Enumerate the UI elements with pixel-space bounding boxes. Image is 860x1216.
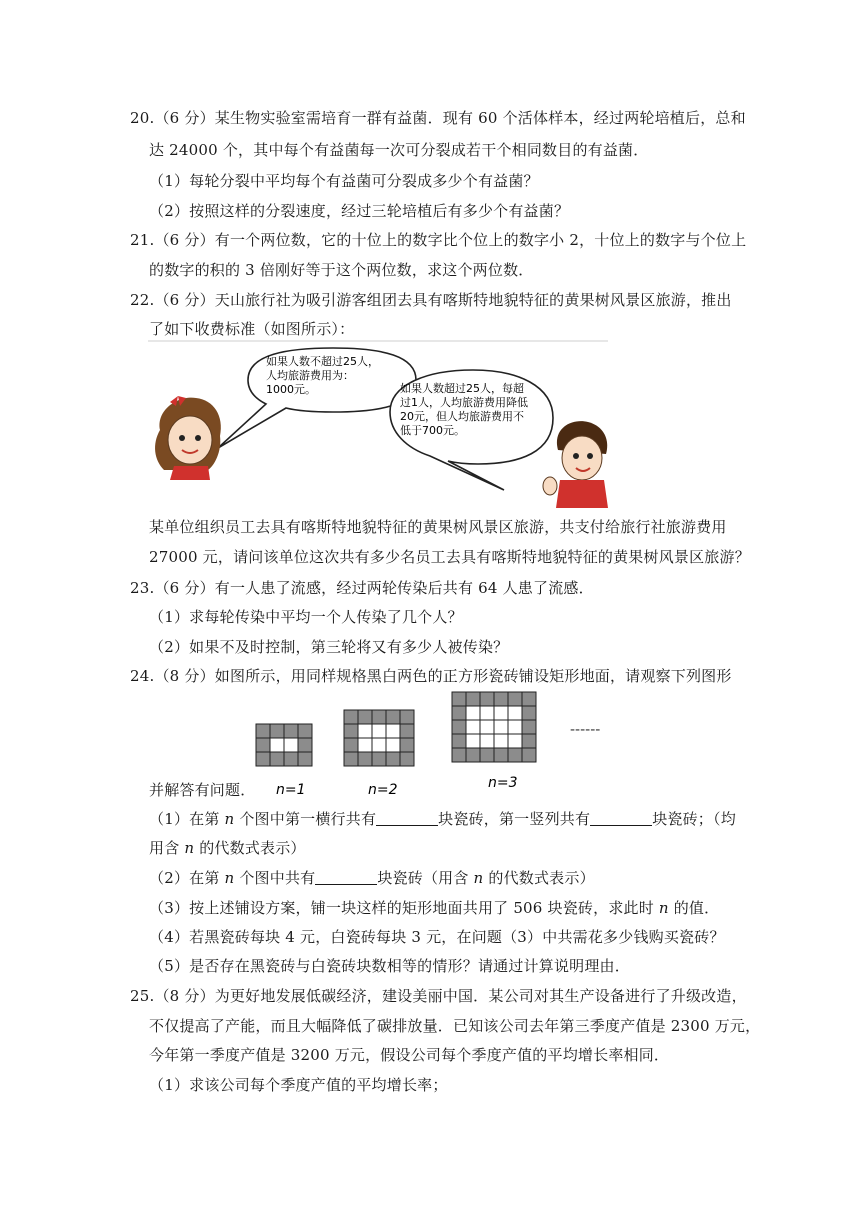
q20-line-2: 达 24000 个，其中每个有益菌每一次可分裂成若干个相同数目的有益菌． <box>149 141 649 159</box>
q24-sub-2-text-d: 的代数式表示） <box>483 869 595 887</box>
q24-sub-1-cont <box>149 838 306 858</box>
tour-fee-illustration <box>148 340 608 510</box>
tile-pattern-diagram <box>250 690 630 800</box>
answer-blank[interactable] <box>315 870 377 885</box>
black-tile <box>494 692 508 706</box>
black-tile <box>372 752 386 766</box>
var-n: n <box>224 869 235 887</box>
black-tile <box>452 692 466 706</box>
q21-line-1: 21.（6 分）有一个两位数，它的十位上的数字比个位上的数字小 2，十位上的数字与个位上 <box>130 231 747 249</box>
q23-sub-2: （2）如果不及时控制，第三轮将又有多少人被传染？ <box>149 638 509 656</box>
white-tile <box>372 738 386 752</box>
black-tile <box>452 734 466 748</box>
black-tile <box>522 706 536 720</box>
figure-continuation-dots: ------ <box>570 722 601 738</box>
var-n: n <box>658 899 669 917</box>
bubble2-line-3: 20元，但人均旅游费用不 <box>400 410 524 423</box>
q23-sub-1: （1）求每轮传染中平均一个人传染了几个人？ <box>149 608 463 626</box>
black-tile <box>284 724 298 738</box>
bubble2-line-4: 低于700元。 <box>400 424 465 437</box>
black-tile <box>508 692 522 706</box>
q24-sub-1-text-d: 块瓷砖；（均 <box>652 810 736 828</box>
black-tile <box>494 748 508 762</box>
q22-line-3: 某单位组织员工去具有喀斯特地貌特征的黄果树风景区旅游，共支付给旅行社旅游费用 <box>149 518 727 536</box>
black-tile <box>466 748 480 762</box>
var-n: n <box>184 839 195 857</box>
white-tile <box>372 724 386 738</box>
black-tile <box>522 692 536 706</box>
black-tile <box>480 692 494 706</box>
q24-sub-2 <box>149 868 595 888</box>
black-tile <box>256 738 270 752</box>
black-tile <box>386 752 400 766</box>
black-tile <box>452 706 466 720</box>
white-tile <box>480 706 494 720</box>
white-tile <box>466 706 480 720</box>
white-tile <box>480 720 494 734</box>
black-tile <box>400 724 414 738</box>
white-tile <box>358 724 372 738</box>
q23-line-1: 23.（6 分）有一人患了流感，经过两轮传染后共有 64 人患了流感． <box>130 579 594 597</box>
white-tile <box>270 738 284 752</box>
var-n: n <box>473 869 484 887</box>
black-tile <box>508 748 522 762</box>
answer-blank[interactable] <box>376 811 438 826</box>
figure-label-n2: n=2 <box>368 782 398 798</box>
q24-sub-1 <box>149 809 736 829</box>
white-tile <box>386 738 400 752</box>
q22-line-1: 22.（6 分）天山旅行社为吸引游客组团去具有喀斯特地貌特征的黄果树风景区旅游，推出 <box>130 291 732 309</box>
black-tile <box>270 724 284 738</box>
q22-line-2: 了如下收费标准（如图所示）： <box>149 320 355 338</box>
black-tile <box>298 752 312 766</box>
black-tile <box>400 710 414 724</box>
q20-line-1: 20.（6 分）某生物实验室需培育一群有益菌．现有 60 个活体样本，经过两轮培植后，总和 <box>130 109 746 127</box>
q24-sub-3 <box>149 898 719 918</box>
black-tile <box>344 738 358 752</box>
white-tile <box>508 734 522 748</box>
tour-fee-figure <box>148 340 608 514</box>
q24-sub-1-text-b: 个图中第一横行共有 <box>234 810 377 828</box>
answer-blank[interactable] <box>590 811 652 826</box>
white-tile <box>494 720 508 734</box>
q24-sub-1-text-c: 块瓷砖，第一竖列共有 <box>438 810 591 828</box>
bubble2-line-1: 如果人数超过25人，每超 <box>400 382 524 395</box>
black-tile <box>298 738 312 752</box>
white-tile <box>480 734 494 748</box>
q24-sub-1-text-f: 的代数式表示） <box>194 839 306 857</box>
black-tile <box>358 752 372 766</box>
q24-sub-4: （4）若黑瓷砖每块 4 元，白瓷砖每块 3 元，在问题（3）中共需花多少钱购买瓷砖？ <box>149 928 725 946</box>
black-tile <box>344 724 358 738</box>
black-tile <box>358 710 372 724</box>
q25-line-1: 25.（8 分）为更好地发展低碳经济，建设美丽中国．某公司对其生产设备进行了升级改造， <box>130 987 747 1005</box>
black-tile <box>522 720 536 734</box>
black-tile <box>452 748 466 762</box>
bubble2-line-2: 过1人，人均旅游费用降低 <box>400 396 528 409</box>
q24-sub-2-text-c: 块瓷砖（用含 <box>377 869 474 887</box>
black-tile <box>256 724 270 738</box>
q21-line-2: 的数字的积的 3 倍刚好等于这个两位数，求这个两位数． <box>149 261 534 279</box>
black-tile <box>256 752 270 766</box>
q24-sub-5: （5）是否存在黑瓷砖与白瓷砖块数相等的情形？请通过计算说明理由． <box>149 957 630 975</box>
black-tile <box>372 710 386 724</box>
black-tile <box>386 710 400 724</box>
q24-sub-2-text-a: （2）在第 <box>149 869 225 887</box>
q25-sub-1: （1）求该公司每个季度产值的平均增长率； <box>149 1076 448 1094</box>
white-tile <box>494 734 508 748</box>
white-tile <box>466 734 480 748</box>
white-tile <box>508 720 522 734</box>
bubble1-line-3: 1000元。 <box>266 383 316 396</box>
white-tile <box>358 738 372 752</box>
black-tile <box>298 724 312 738</box>
black-tile <box>400 738 414 752</box>
black-tile <box>284 752 298 766</box>
black-tile <box>480 748 494 762</box>
girl-cartoon-icon <box>155 396 221 480</box>
boy-cartoon-icon <box>543 421 608 508</box>
white-tile <box>508 706 522 720</box>
figure-label-n3: n=3 <box>488 775 518 791</box>
black-tile <box>344 752 358 766</box>
black-tile <box>344 710 358 724</box>
tile-pattern-figure <box>250 690 630 804</box>
q24-sub-1-text-a: （1）在第 <box>149 810 225 828</box>
q24-sub-2-text-b: 个图中共有 <box>234 869 316 887</box>
q25-line-3: 今年第一季度产值是 3200 万元，假设公司每个季度产值的平均增长率相同． <box>149 1046 670 1064</box>
bubble1-line-2: 人均旅游费用为： <box>266 369 354 382</box>
white-tile <box>284 738 298 752</box>
var-n: n <box>224 810 235 828</box>
figure-label-n1: n=1 <box>276 782 306 798</box>
q24-sub-3-text-a: （3）按上述铺设方案，铺一块这样的矩形地面共用了 506 块瓷砖，求此时 <box>149 899 659 917</box>
q24-line-2: 并解答有问题． <box>149 781 256 799</box>
q24-line-1: 24.（8 分）如图所示，用同样规格黑白两色的正方形瓷砖铺设矩形地面，请观察下列图形 <box>130 667 732 685</box>
black-tile <box>466 692 480 706</box>
q22-line-4: 27000 元，请问该单位这次共有多少名员工去具有喀斯特地貌特征的黄果树风景区旅游？ <box>149 548 750 566</box>
white-tile <box>386 724 400 738</box>
black-tile <box>522 734 536 748</box>
black-tile <box>270 752 284 766</box>
q20-sub-2: （2）按照这样的分裂速度，经过三轮培植后有多少个有益菌？ <box>149 202 570 220</box>
black-tile <box>522 748 536 762</box>
white-tile <box>466 720 480 734</box>
q24-sub-1-text-e: 用含 <box>149 839 185 857</box>
bubble1-line-1: 如果人数不超过25人， <box>266 355 379 368</box>
q24-sub-3-text-b: 的值． <box>668 899 720 917</box>
white-tile <box>494 706 508 720</box>
black-tile <box>400 752 414 766</box>
black-tile <box>452 720 466 734</box>
q25-line-2: 不仅提高了产能，而且大幅降低了碳排放量．已知该公司去年第三季度产值是 2300 万元， <box>149 1017 761 1035</box>
q20-sub-1: （1）每轮分裂中平均每个有益菌可分裂成多少个有益菌？ <box>149 172 539 190</box>
